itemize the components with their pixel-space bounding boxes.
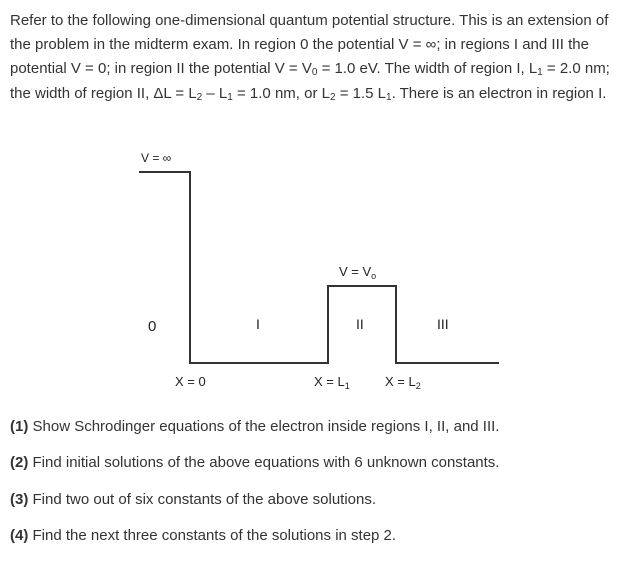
problem-intro <box>10 9 622 106</box>
potential-profile-line <box>139 172 499 363</box>
label-x2-main: X = L <box>385 374 416 389</box>
label-x1 <box>314 374 350 391</box>
question-text: Show Schrodinger equations of the electron inside regions I, II, and III. <box>28 418 500 435</box>
intro-sub-l1b: 1 <box>227 91 233 103</box>
label-x1-main: X = L <box>314 374 345 389</box>
label-v-barrier <box>339 264 376 281</box>
question-number: (4) <box>10 526 29 544</box>
label-x2-sub: 2 <box>415 381 421 391</box>
question-item <box>10 452 622 488</box>
label-region-3: III <box>437 316 449 332</box>
question-number: (3) <box>10 490 29 508</box>
question-list <box>10 416 622 561</box>
potential-diagram-svg <box>0 140 629 400</box>
label-v-infinity: V = ∞ <box>141 151 172 165</box>
potential-diagram <box>0 140 629 400</box>
label-x0: X = 0 <box>175 374 206 389</box>
question-item <box>10 525 622 561</box>
label-x1-sub: 1 <box>344 381 350 391</box>
question-text: Find the next three constants of the solutions in step 2. <box>28 526 397 544</box>
intro-text-3: = 2.0 nm; the width of region II, ΔL = L <box>10 60 610 102</box>
intro-sub-l1c: 1 <box>386 91 392 103</box>
intro-text-7: . There is an electron in region I. <box>391 84 607 102</box>
label-v-barrier-main: V = V <box>339 264 372 279</box>
question-text: Find two out of six constants of the above solutions. <box>28 490 377 508</box>
question-number: (1) <box>10 418 29 435</box>
intro-sub-l2: 2 <box>196 91 203 103</box>
intro-text-1: Refer to the following one-dimensional quantum potential structure. This is an extension of the problem in the midterm exam. In region 0 the potential V = ∞; in regions I and III the potential V = 0; in region II the potential V = V <box>10 12 609 78</box>
label-x2 <box>385 374 421 391</box>
label-region-0: 0 <box>148 318 157 335</box>
label-region-1: I <box>256 316 260 332</box>
question-text: Find initial solutions of the above equations with 6 unknown constants. <box>28 454 500 472</box>
label-v-barrier-sub: o <box>371 271 377 281</box>
label-region-2: II <box>356 316 364 332</box>
intro-sub-v0: 0 <box>311 67 318 79</box>
intro-text-2: = 1.0 eV. The width of region I, L <box>317 60 538 78</box>
question-number: (2) <box>10 454 29 472</box>
intro-text-6: = 1.5 L <box>335 84 386 102</box>
intro-text-5: = 1.0 nm, or L <box>232 84 330 102</box>
question-item <box>10 416 622 452</box>
intro-sub-l2b: 2 <box>329 91 336 103</box>
intro-sub-l1: 1 <box>537 67 543 79</box>
question-item <box>10 489 622 525</box>
intro-text-4: – L <box>202 84 228 102</box>
